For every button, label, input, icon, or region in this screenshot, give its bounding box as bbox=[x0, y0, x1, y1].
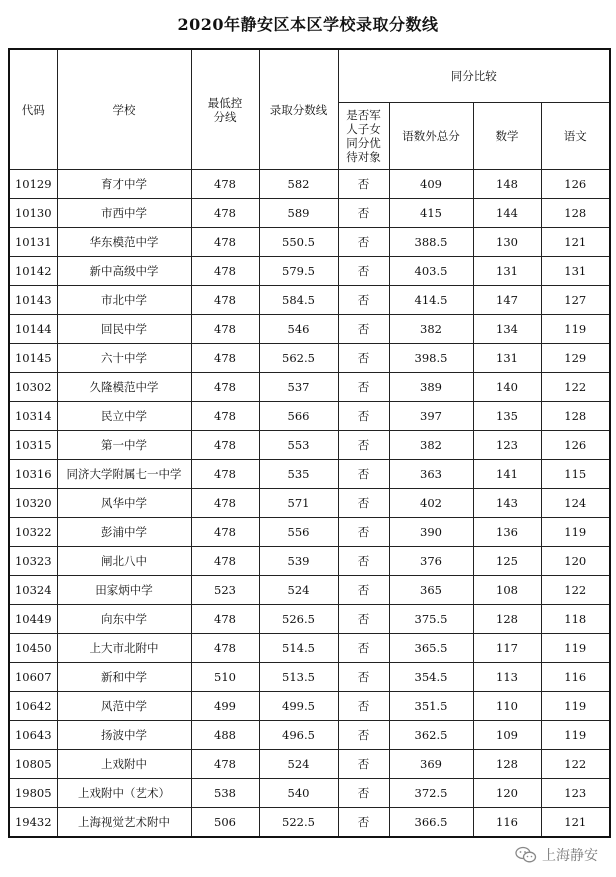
cell-code: 10131 bbox=[9, 228, 57, 257]
cell-school: 市西中学 bbox=[57, 199, 191, 228]
cell-math: 125 bbox=[473, 547, 541, 576]
cell-score: 562.5 bbox=[259, 344, 338, 373]
cell-min: 506 bbox=[191, 808, 259, 838]
cell-min: 478 bbox=[191, 286, 259, 315]
cell-chinese: 122 bbox=[541, 373, 610, 402]
cell-total: 375.5 bbox=[389, 605, 473, 634]
cell-code: 10316 bbox=[9, 460, 57, 489]
cell-score: 540 bbox=[259, 779, 338, 808]
cell-min: 478 bbox=[191, 344, 259, 373]
cell-mil: 否 bbox=[338, 721, 389, 750]
cell-total: 382 bbox=[389, 315, 473, 344]
cell-mil: 否 bbox=[338, 373, 389, 402]
header-school: 学校 bbox=[57, 49, 191, 170]
cell-mil: 否 bbox=[338, 605, 389, 634]
cell-chinese: 122 bbox=[541, 750, 610, 779]
cell-min: 478 bbox=[191, 199, 259, 228]
table-row bbox=[9, 808, 610, 838]
cell-mil: 否 bbox=[338, 547, 389, 576]
cell-total: 409 bbox=[389, 170, 473, 199]
cell-total: 415 bbox=[389, 199, 473, 228]
cell-math: 135 bbox=[473, 402, 541, 431]
table-row bbox=[9, 402, 610, 431]
score-table bbox=[8, 48, 611, 838]
cell-school: 回民中学 bbox=[57, 315, 191, 344]
cell-total: 382 bbox=[389, 431, 473, 460]
header-math: 数学 bbox=[473, 103, 541, 170]
cell-code: 10145 bbox=[9, 344, 57, 373]
cell-math: 120 bbox=[473, 779, 541, 808]
cell-chinese: 127 bbox=[541, 286, 610, 315]
table-row bbox=[9, 721, 610, 750]
cell-score: 524 bbox=[259, 750, 338, 779]
cell-chinese: 119 bbox=[541, 518, 610, 547]
cell-school: 第一中学 bbox=[57, 431, 191, 460]
cell-mil: 否 bbox=[338, 518, 389, 547]
cell-code: 10143 bbox=[9, 286, 57, 315]
header-chn-math-eng: 语数外总分 bbox=[389, 103, 473, 170]
cell-school: 上戏附中 bbox=[57, 750, 191, 779]
cell-code: 19805 bbox=[9, 779, 57, 808]
cell-mil: 否 bbox=[338, 692, 389, 721]
cell-math: 131 bbox=[473, 344, 541, 373]
header-military: 是否军人子女同分优待对象 bbox=[338, 103, 389, 170]
cell-mil: 否 bbox=[338, 576, 389, 605]
cell-code: 10144 bbox=[9, 315, 57, 344]
cell-score: 496.5 bbox=[259, 721, 338, 750]
cell-chinese: 121 bbox=[541, 808, 610, 838]
wechat-icon bbox=[515, 846, 537, 864]
cell-math: 143 bbox=[473, 489, 541, 518]
cell-math: 134 bbox=[473, 315, 541, 344]
cell-min: 488 bbox=[191, 721, 259, 750]
cell-school: 风范中学 bbox=[57, 692, 191, 721]
cell-min: 478 bbox=[191, 547, 259, 576]
cell-code: 10643 bbox=[9, 721, 57, 750]
cell-mil: 否 bbox=[338, 257, 389, 286]
header-chinese: 语文 bbox=[541, 103, 610, 170]
cell-min: 478 bbox=[191, 489, 259, 518]
cell-mil: 否 bbox=[338, 634, 389, 663]
cell-total: 365.5 bbox=[389, 634, 473, 663]
cell-chinese: 119 bbox=[541, 634, 610, 663]
cell-score: 571 bbox=[259, 489, 338, 518]
cell-score: 566 bbox=[259, 402, 338, 431]
cell-math: 116 bbox=[473, 808, 541, 838]
table-body bbox=[9, 170, 610, 838]
cell-school: 华东模范中学 bbox=[57, 228, 191, 257]
cell-mil: 否 bbox=[338, 808, 389, 838]
cell-score: 537 bbox=[259, 373, 338, 402]
cell-total: 362.5 bbox=[389, 721, 473, 750]
cell-min: 523 bbox=[191, 576, 259, 605]
cell-min: 478 bbox=[191, 257, 259, 286]
cell-chinese: 126 bbox=[541, 431, 610, 460]
cell-chinese: 115 bbox=[541, 460, 610, 489]
cell-code: 10142 bbox=[9, 257, 57, 286]
cell-code: 10302 bbox=[9, 373, 57, 402]
cell-math: 128 bbox=[473, 750, 541, 779]
cell-mil: 否 bbox=[338, 286, 389, 315]
cell-total: 398.5 bbox=[389, 344, 473, 373]
cell-score: 524 bbox=[259, 576, 338, 605]
cell-math: 144 bbox=[473, 199, 541, 228]
table-row bbox=[9, 286, 610, 315]
cell-school: 上戏附中（艺术） bbox=[57, 779, 191, 808]
cell-total: 366.5 bbox=[389, 808, 473, 838]
cell-score: 513.5 bbox=[259, 663, 338, 692]
cell-min: 538 bbox=[191, 779, 259, 808]
table-row bbox=[9, 750, 610, 779]
cell-math: 140 bbox=[473, 373, 541, 402]
table-row bbox=[9, 228, 610, 257]
cell-mil: 否 bbox=[338, 750, 389, 779]
table-row bbox=[9, 199, 610, 228]
cell-min: 478 bbox=[191, 634, 259, 663]
cell-school: 向东中学 bbox=[57, 605, 191, 634]
cell-score: 579.5 bbox=[259, 257, 338, 286]
cell-school: 新和中学 bbox=[57, 663, 191, 692]
cell-total: 369 bbox=[389, 750, 473, 779]
cell-mil: 否 bbox=[338, 228, 389, 257]
cell-mil: 否 bbox=[338, 402, 389, 431]
cell-school: 新中高级中学 bbox=[57, 257, 191, 286]
header-admission: 录取分数线 bbox=[259, 49, 338, 170]
cell-school: 田家炳中学 bbox=[57, 576, 191, 605]
cell-math: 136 bbox=[473, 518, 541, 547]
cell-math: 123 bbox=[473, 431, 541, 460]
header-code: 代码 bbox=[9, 49, 57, 170]
cell-code: 10322 bbox=[9, 518, 57, 547]
cell-mil: 否 bbox=[338, 199, 389, 228]
cell-school: 彭浦中学 bbox=[57, 518, 191, 547]
table-row bbox=[9, 779, 610, 808]
table-row bbox=[9, 634, 610, 663]
cell-total: 354.5 bbox=[389, 663, 473, 692]
cell-code: 10805 bbox=[9, 750, 57, 779]
cell-code: 10642 bbox=[9, 692, 57, 721]
cell-min: 478 bbox=[191, 373, 259, 402]
cell-total: 390 bbox=[389, 518, 473, 547]
cell-chinese: 126 bbox=[541, 170, 610, 199]
cell-school: 同济大学附属七一中学 bbox=[57, 460, 191, 489]
cell-score: 582 bbox=[259, 170, 338, 199]
cell-total: 372.5 bbox=[389, 779, 473, 808]
cell-math: 128 bbox=[473, 605, 541, 634]
cell-chinese: 128 bbox=[541, 402, 610, 431]
cell-school: 风华中学 bbox=[57, 489, 191, 518]
cell-code: 10607 bbox=[9, 663, 57, 692]
table-row bbox=[9, 605, 610, 634]
cell-score: 522.5 bbox=[259, 808, 338, 838]
table-row bbox=[9, 170, 610, 199]
cell-math: 131 bbox=[473, 257, 541, 286]
cell-score: 556 bbox=[259, 518, 338, 547]
cell-total: 351.5 bbox=[389, 692, 473, 721]
cell-math: 148 bbox=[473, 170, 541, 199]
cell-mil: 否 bbox=[338, 779, 389, 808]
cell-total: 363 bbox=[389, 460, 473, 489]
cell-mil: 否 bbox=[338, 489, 389, 518]
cell-school: 扬波中学 bbox=[57, 721, 191, 750]
cell-code: 19432 bbox=[9, 808, 57, 838]
cell-mil: 否 bbox=[338, 431, 389, 460]
watermark bbox=[511, 843, 602, 867]
page-title: 2020年静安区本区学校录取分数线 bbox=[177, 15, 439, 34]
cell-mil: 否 bbox=[338, 344, 389, 373]
cell-chinese: 119 bbox=[541, 315, 610, 344]
cell-min: 510 bbox=[191, 663, 259, 692]
cell-school: 上大市北附中 bbox=[57, 634, 191, 663]
cell-total: 389 bbox=[389, 373, 473, 402]
cell-total: 403.5 bbox=[389, 257, 473, 286]
cell-chinese: 131 bbox=[541, 257, 610, 286]
cell-score: 539 bbox=[259, 547, 338, 576]
cell-min: 478 bbox=[191, 315, 259, 344]
cell-code: 10315 bbox=[9, 431, 57, 460]
cell-score: 514.5 bbox=[259, 634, 338, 663]
cell-code: 10129 bbox=[9, 170, 57, 199]
table-row bbox=[9, 344, 610, 373]
table-row bbox=[9, 315, 610, 344]
cell-score: 589 bbox=[259, 199, 338, 228]
cell-min: 478 bbox=[191, 228, 259, 257]
cell-min: 478 bbox=[191, 605, 259, 634]
cell-code: 10324 bbox=[9, 576, 57, 605]
cell-chinese: 123 bbox=[541, 779, 610, 808]
cell-score: 499.5 bbox=[259, 692, 338, 721]
cell-min: 478 bbox=[191, 431, 259, 460]
cell-code: 10320 bbox=[9, 489, 57, 518]
table-row bbox=[9, 431, 610, 460]
cell-mil: 否 bbox=[338, 663, 389, 692]
cell-school: 六十中学 bbox=[57, 344, 191, 373]
cell-chinese: 119 bbox=[541, 692, 610, 721]
cell-math: 141 bbox=[473, 460, 541, 489]
cell-chinese: 121 bbox=[541, 228, 610, 257]
cell-chinese: 120 bbox=[541, 547, 610, 576]
table-row bbox=[9, 257, 610, 286]
cell-school: 久隆模范中学 bbox=[57, 373, 191, 402]
cell-score: 584.5 bbox=[259, 286, 338, 315]
table-row bbox=[9, 663, 610, 692]
table-row bbox=[9, 460, 610, 489]
cell-school: 上海视觉艺术附中 bbox=[57, 808, 191, 838]
table-row bbox=[9, 518, 610, 547]
cell-score: 553 bbox=[259, 431, 338, 460]
cell-total: 376 bbox=[389, 547, 473, 576]
table-row bbox=[9, 692, 610, 721]
cell-score: 526.5 bbox=[259, 605, 338, 634]
cell-code: 10449 bbox=[9, 605, 57, 634]
cell-min: 499 bbox=[191, 692, 259, 721]
cell-score: 550.5 bbox=[259, 228, 338, 257]
cell-math: 117 bbox=[473, 634, 541, 663]
cell-chinese: 128 bbox=[541, 199, 610, 228]
cell-total: 402 bbox=[389, 489, 473, 518]
cell-code: 10130 bbox=[9, 199, 57, 228]
cell-chinese: 116 bbox=[541, 663, 610, 692]
cell-math: 109 bbox=[473, 721, 541, 750]
table-row bbox=[9, 373, 610, 402]
cell-math: 113 bbox=[473, 663, 541, 692]
cell-mil: 否 bbox=[338, 170, 389, 199]
cell-chinese: 119 bbox=[541, 721, 610, 750]
cell-min: 478 bbox=[191, 518, 259, 547]
cell-min: 478 bbox=[191, 402, 259, 431]
cell-school: 育才中学 bbox=[57, 170, 191, 199]
cell-total: 388.5 bbox=[389, 228, 473, 257]
cell-mil: 否 bbox=[338, 460, 389, 489]
cell-code: 10450 bbox=[9, 634, 57, 663]
cell-math: 108 bbox=[473, 576, 541, 605]
cell-math: 130 bbox=[473, 228, 541, 257]
cell-chinese: 124 bbox=[541, 489, 610, 518]
cell-mil: 否 bbox=[338, 315, 389, 344]
cell-total: 397 bbox=[389, 402, 473, 431]
cell-school: 民立中学 bbox=[57, 402, 191, 431]
table-row bbox=[9, 576, 610, 605]
cell-min: 478 bbox=[191, 170, 259, 199]
cell-math: 147 bbox=[473, 286, 541, 315]
cell-chinese: 129 bbox=[541, 344, 610, 373]
cell-min: 478 bbox=[191, 460, 259, 489]
cell-chinese: 122 bbox=[541, 576, 610, 605]
cell-score: 546 bbox=[259, 315, 338, 344]
cell-school: 市北中学 bbox=[57, 286, 191, 315]
cell-school: 闸北八中 bbox=[57, 547, 191, 576]
cell-math: 110 bbox=[473, 692, 541, 721]
cell-chinese: 118 bbox=[541, 605, 610, 634]
cell-total: 365 bbox=[389, 576, 473, 605]
cell-code: 10323 bbox=[9, 547, 57, 576]
cell-min: 478 bbox=[191, 750, 259, 779]
cell-total: 414.5 bbox=[389, 286, 473, 315]
header-tie-compare: 同分比较 bbox=[338, 49, 610, 103]
table-row bbox=[9, 489, 610, 518]
cell-code: 10314 bbox=[9, 402, 57, 431]
watermark-text: 上海静安 bbox=[542, 848, 598, 864]
header-min-control: 最低控分线 bbox=[191, 49, 259, 170]
table-row bbox=[9, 547, 610, 576]
cell-score: 535 bbox=[259, 460, 338, 489]
